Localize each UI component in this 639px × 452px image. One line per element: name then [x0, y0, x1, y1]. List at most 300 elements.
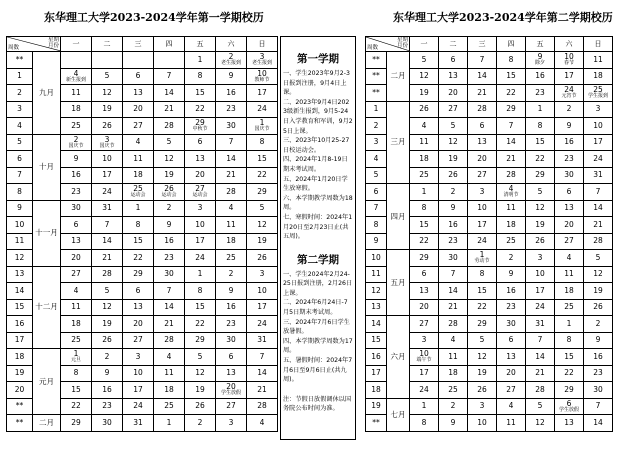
weekday-header: 四: [497, 37, 526, 52]
date-cell: [439, 52, 468, 69]
date-cell: [247, 398, 278, 415]
date-cell: [185, 349, 216, 366]
weekday-header: 五: [526, 37, 555, 52]
date-number: 23: [506, 302, 516, 312]
date-cell: [526, 233, 555, 250]
date-cell: [247, 299, 278, 316]
date-number: 11: [71, 302, 81, 312]
date-cell: [555, 266, 584, 283]
date-number: 25: [593, 85, 603, 94]
date-cell: [526, 398, 555, 415]
date-number: 2: [595, 318, 601, 328]
date-number: 3: [135, 351, 141, 361]
date-number: 20: [448, 87, 458, 97]
date-number: 1: [537, 104, 543, 114]
date-cell: [526, 415, 555, 432]
date-cell: [247, 118, 278, 135]
date-number: 7: [104, 219, 110, 229]
date-number: 17: [477, 219, 487, 229]
date-number: 23: [164, 252, 174, 262]
date-number: 22: [535, 153, 545, 163]
date-cell: [216, 365, 247, 382]
date-cell: [92, 398, 123, 415]
month-label: 二月: [33, 415, 61, 432]
date-cell: [555, 250, 584, 267]
date-number: 26: [257, 252, 267, 262]
date-number: 26: [448, 170, 458, 180]
date-cell: [584, 118, 613, 135]
week-number: **: [366, 415, 387, 432]
date-number: 25: [226, 252, 236, 262]
date-cell: [247, 167, 278, 184]
date-cell: [61, 316, 92, 333]
date-cell: [154, 167, 185, 184]
date-cell: [555, 85, 584, 102]
date-cell: [468, 52, 497, 69]
date-cell: [216, 217, 247, 234]
date-cell: [468, 68, 497, 85]
date-cell: [526, 52, 555, 69]
note-item: 三、2023年10月25-27日校运动会。: [283, 137, 350, 154]
date-cell: [92, 68, 123, 85]
week-number: 16: [366, 349, 387, 366]
date-number: 5: [595, 252, 601, 262]
date-number: 15: [506, 71, 516, 81]
date-cell: [555, 233, 584, 250]
month-axis-label: 月份: [47, 43, 59, 49]
date-cell: [555, 382, 584, 399]
date-number: 24: [257, 104, 267, 114]
date-number: 14: [164, 87, 174, 97]
date-number: 13: [419, 285, 429, 295]
date-number: 6: [450, 54, 456, 64]
date-number: 2: [104, 351, 110, 361]
date-cell: [154, 134, 185, 151]
date-cell: [185, 299, 216, 316]
date-number: 27: [226, 401, 236, 411]
date-cell: [185, 217, 216, 234]
week-number: 20: [7, 382, 33, 399]
date-number: 6: [135, 71, 141, 81]
date-number: 28: [506, 170, 516, 180]
date-cell: [123, 250, 154, 267]
date-number: 16: [226, 302, 236, 312]
date-number: 7: [166, 285, 172, 295]
date-cell: [497, 283, 526, 300]
date-number: 13: [448, 71, 458, 81]
date-cell: [555, 349, 584, 366]
date-number: 26: [477, 384, 487, 394]
date-number: 21: [506, 153, 516, 163]
date-number: 23: [564, 153, 574, 163]
date-cell: [61, 398, 92, 415]
date-number: 8: [479, 269, 485, 279]
weekday-header: 六: [555, 37, 584, 52]
date-number: 27: [133, 120, 143, 130]
date-cell: [439, 299, 468, 316]
date-number: 11: [506, 417, 516, 427]
date-cell: [92, 365, 123, 382]
date-note: 运动会: [192, 192, 208, 198]
week-number: 16: [7, 316, 33, 333]
weekday-header: 五: [185, 37, 216, 52]
semester1-notes: [281, 69, 355, 242]
date-cell: [61, 68, 92, 85]
date-cell: [497, 365, 526, 382]
date-cell: [123, 266, 154, 283]
date-number: 10: [102, 153, 112, 163]
date-number: 21: [535, 368, 545, 378]
week-number: 15: [366, 332, 387, 349]
date-number: 18: [133, 170, 143, 180]
date-note: 元宵节: [561, 93, 577, 99]
date-cell: [216, 316, 247, 333]
date-number: 26: [593, 302, 603, 312]
date-number: 14: [593, 417, 603, 427]
date-number: 18: [419, 153, 429, 163]
date-number: 15: [195, 302, 205, 312]
date-cell: [61, 299, 92, 316]
date-number: 4: [135, 137, 141, 147]
week-number: 6: [7, 151, 33, 168]
date-cell: [216, 283, 247, 300]
date-number: 8: [537, 120, 543, 130]
date-note: 老生报到: [220, 60, 241, 66]
week-number: 19: [7, 365, 33, 382]
week-number: 4: [7, 118, 33, 135]
date-number: 25: [164, 401, 174, 411]
date-number: 21: [257, 384, 267, 394]
date-number: 8: [259, 137, 265, 147]
week-row: [366, 316, 613, 333]
date-cell: [468, 85, 497, 102]
date-cell: [497, 398, 526, 415]
date-cell: [247, 101, 278, 118]
week-number: 18: [7, 349, 33, 366]
date-cell: [247, 266, 278, 283]
date-cell: [185, 68, 216, 85]
date-cell: [92, 200, 123, 217]
date-number: 1: [166, 417, 172, 427]
date-number: 26: [535, 236, 545, 246]
date-cell: [247, 52, 278, 69]
date-number: 25: [506, 236, 516, 246]
date-number: 4: [259, 417, 265, 427]
date-cell: [92, 250, 123, 267]
week-number: 5: [7, 134, 33, 151]
date-note: 国庆节: [254, 126, 270, 132]
date-cell: [61, 151, 92, 168]
date-number: 3: [537, 252, 543, 262]
date-number: 12: [102, 87, 112, 97]
date-cell: [247, 134, 278, 151]
date-number: 23: [226, 104, 236, 114]
date-cell: [247, 151, 278, 168]
date-number: 7: [595, 401, 601, 411]
date-cell: [468, 200, 497, 217]
date-cell: [555, 68, 584, 85]
date-number: 17: [535, 285, 545, 295]
date-cell: [526, 299, 555, 316]
date-number: 15: [71, 384, 81, 394]
week-row: [7, 349, 278, 366]
date-cell: [439, 167, 468, 184]
date-number: 9: [166, 219, 172, 229]
note-item: 一、学生2024年2月24-25日报到注册，2月26日上课。: [283, 270, 353, 297]
date-cell: [216, 415, 247, 432]
week-row: [366, 52, 613, 69]
date-number: 4: [508, 184, 514, 193]
date-number: 12: [535, 417, 545, 427]
date-number: 12: [257, 219, 267, 229]
date-cell: [92, 266, 123, 283]
week-number: 15: [7, 299, 33, 316]
date-cell: [526, 217, 555, 234]
date-cell: [123, 101, 154, 118]
note-item: 三、2024年7月6日学生放暑假。: [283, 318, 350, 336]
date-number: 15: [477, 285, 487, 295]
date-cell: [555, 200, 584, 217]
date-number: 26: [102, 335, 112, 345]
date-number: 20: [506, 368, 516, 378]
date-cell: [154, 101, 185, 118]
date-number: 14: [164, 302, 174, 312]
date-number: 6: [421, 269, 427, 279]
date-cell: [468, 217, 497, 234]
date-number: 5: [259, 203, 265, 213]
date-number: 28: [102, 269, 112, 279]
date-cell: [497, 217, 526, 234]
date-cell: [497, 316, 526, 333]
date-number: 28: [164, 335, 174, 345]
date-note: 国庆节: [68, 142, 84, 149]
date-cell: [185, 233, 216, 250]
date-number: 10: [257, 68, 267, 78]
date-cell: [497, 101, 526, 118]
date-number: 14: [477, 71, 487, 81]
date-number: 24: [102, 186, 112, 196]
date-number: 4: [421, 120, 427, 130]
date-cell: [61, 118, 92, 135]
date-cell: [410, 118, 439, 135]
date-number: 7: [508, 120, 514, 130]
date-cell: [526, 365, 555, 382]
date-note: 新生报到: [65, 76, 86, 83]
date-number: 24: [593, 153, 603, 163]
date-cell: [154, 118, 185, 135]
date-number: 29: [133, 269, 143, 279]
date-cell: [497, 118, 526, 135]
date-cell: [154, 68, 185, 85]
weekday-header: 三: [468, 37, 497, 52]
week-number: 3: [7, 101, 33, 118]
date-cell: [185, 283, 216, 300]
date-cell: [497, 332, 526, 349]
date-number: 11: [164, 368, 174, 378]
date-note: 教师节: [254, 76, 270, 83]
weekday-header: 二: [439, 37, 468, 52]
date-cell: [410, 332, 439, 349]
date-number: 11: [593, 54, 603, 64]
date-cell: [154, 250, 185, 267]
date-cell: [61, 250, 92, 267]
date-number: 30: [226, 335, 236, 345]
date-number: 20: [133, 104, 143, 114]
date-number: 13: [195, 153, 205, 163]
date-number: 19: [535, 219, 545, 229]
date-number: 18: [593, 71, 603, 81]
date-cell: [185, 415, 216, 432]
date-number: 21: [164, 318, 174, 328]
week-number: 5: [366, 167, 387, 184]
date-number: 21: [164, 104, 174, 114]
date-cell: [526, 118, 555, 135]
date-cell: [468, 233, 497, 250]
date-cell: [584, 101, 613, 118]
date-cell: [439, 85, 468, 102]
date-cell: [123, 316, 154, 333]
date-number: 3: [479, 401, 485, 411]
date-number: 15: [195, 87, 205, 97]
date-number: 13: [133, 302, 143, 312]
date-number: 23: [226, 318, 236, 328]
date-number: 2: [166, 203, 172, 213]
month-label: 五月: [387, 250, 410, 316]
date-cell: [584, 217, 613, 234]
date-number: 22: [195, 104, 205, 114]
date-cell: [123, 52, 154, 69]
date-cell: [216, 68, 247, 85]
date-note: 学生放假: [220, 390, 241, 396]
date-cell: [92, 382, 123, 399]
date-cell: [247, 200, 278, 217]
week-number: 2: [7, 85, 33, 102]
date-cell: [410, 283, 439, 300]
date-cell: [123, 365, 154, 382]
date-cell: [154, 316, 185, 333]
date-cell: [439, 415, 468, 432]
date-cell: [410, 200, 439, 217]
date-note: 运动会: [161, 192, 177, 198]
date-cell: [526, 184, 555, 201]
date-cell: [410, 52, 439, 69]
date-cell: [468, 415, 497, 432]
date-cell: [154, 382, 185, 399]
date-cell: [123, 167, 154, 184]
date-cell: [439, 266, 468, 283]
date-number: 25: [564, 302, 574, 312]
date-cell: [154, 283, 185, 300]
date-number: 21: [477, 87, 487, 97]
date-cell: [216, 184, 247, 201]
date-number: 30: [102, 417, 112, 427]
date-number: 9: [508, 269, 514, 279]
date-number: 18: [164, 384, 174, 394]
date-cell: [216, 52, 247, 69]
date-cell: [555, 299, 584, 316]
date-cell: [439, 365, 468, 382]
date-number: 21: [448, 302, 458, 312]
date-number: 2: [566, 104, 572, 114]
week-number: 12: [7, 250, 33, 267]
date-number: 2: [450, 401, 456, 411]
date-cell: [154, 184, 185, 201]
date-cell: [584, 415, 613, 432]
date-number: 18: [448, 368, 458, 378]
date-cell: [61, 217, 92, 234]
date-number: 4: [73, 68, 79, 78]
date-number: 7: [537, 335, 543, 345]
date-number: 10: [419, 349, 429, 358]
date-cell: [584, 299, 613, 316]
date-cell: [526, 382, 555, 399]
date-cell: [410, 217, 439, 234]
date-cell: [555, 167, 584, 184]
date-cell: [497, 200, 526, 217]
date-number: 2: [508, 252, 514, 262]
date-number: 19: [102, 318, 112, 328]
semester2-notes-title: 第二学期: [297, 253, 339, 266]
date-cell: [468, 101, 497, 118]
month-label: 六月: [387, 316, 410, 399]
date-cell: [526, 283, 555, 300]
date-number: 15: [419, 219, 429, 229]
date-cell: [555, 316, 584, 333]
date-cell: [468, 151, 497, 168]
week-number: 19: [366, 398, 387, 415]
date-number: 14: [226, 153, 236, 163]
date-cell: [247, 217, 278, 234]
date-number: 16: [506, 285, 516, 295]
date-number: 11: [506, 203, 516, 213]
date-number: 24: [535, 302, 545, 312]
date-cell: [154, 233, 185, 250]
date-cell: [92, 151, 123, 168]
date-cell: [497, 52, 526, 69]
date-cell: [123, 184, 154, 201]
date-number: 9: [228, 285, 234, 295]
date-note: 老生报到: [251, 60, 272, 66]
date-cell: [123, 134, 154, 151]
date-number: 8: [135, 219, 141, 229]
weekday-header: 一: [61, 37, 92, 52]
date-cell: [247, 283, 278, 300]
date-number: 26: [195, 401, 205, 411]
date-number: 19: [257, 236, 267, 246]
date-number: 8: [197, 285, 203, 295]
weekday-header: 日: [584, 37, 613, 52]
date-cell: [61, 233, 92, 250]
date-cell: [123, 299, 154, 316]
date-cell: [526, 85, 555, 102]
week-row: [7, 415, 278, 432]
date-number: 30: [593, 384, 603, 394]
week-number: 13: [7, 266, 33, 283]
date-number: 15: [535, 137, 545, 147]
date-number: 12: [477, 351, 487, 361]
date-number: 5: [104, 71, 110, 81]
date-number: 14: [257, 368, 267, 378]
date-cell: [154, 365, 185, 382]
date-cell: [154, 85, 185, 102]
week-number: 11: [366, 266, 387, 283]
date-number: 13: [564, 417, 574, 427]
date-number: 7: [479, 54, 485, 64]
date-cell: [216, 151, 247, 168]
date-cell: [584, 233, 613, 250]
date-number: 22: [257, 170, 267, 180]
week-number: 7: [366, 200, 387, 217]
